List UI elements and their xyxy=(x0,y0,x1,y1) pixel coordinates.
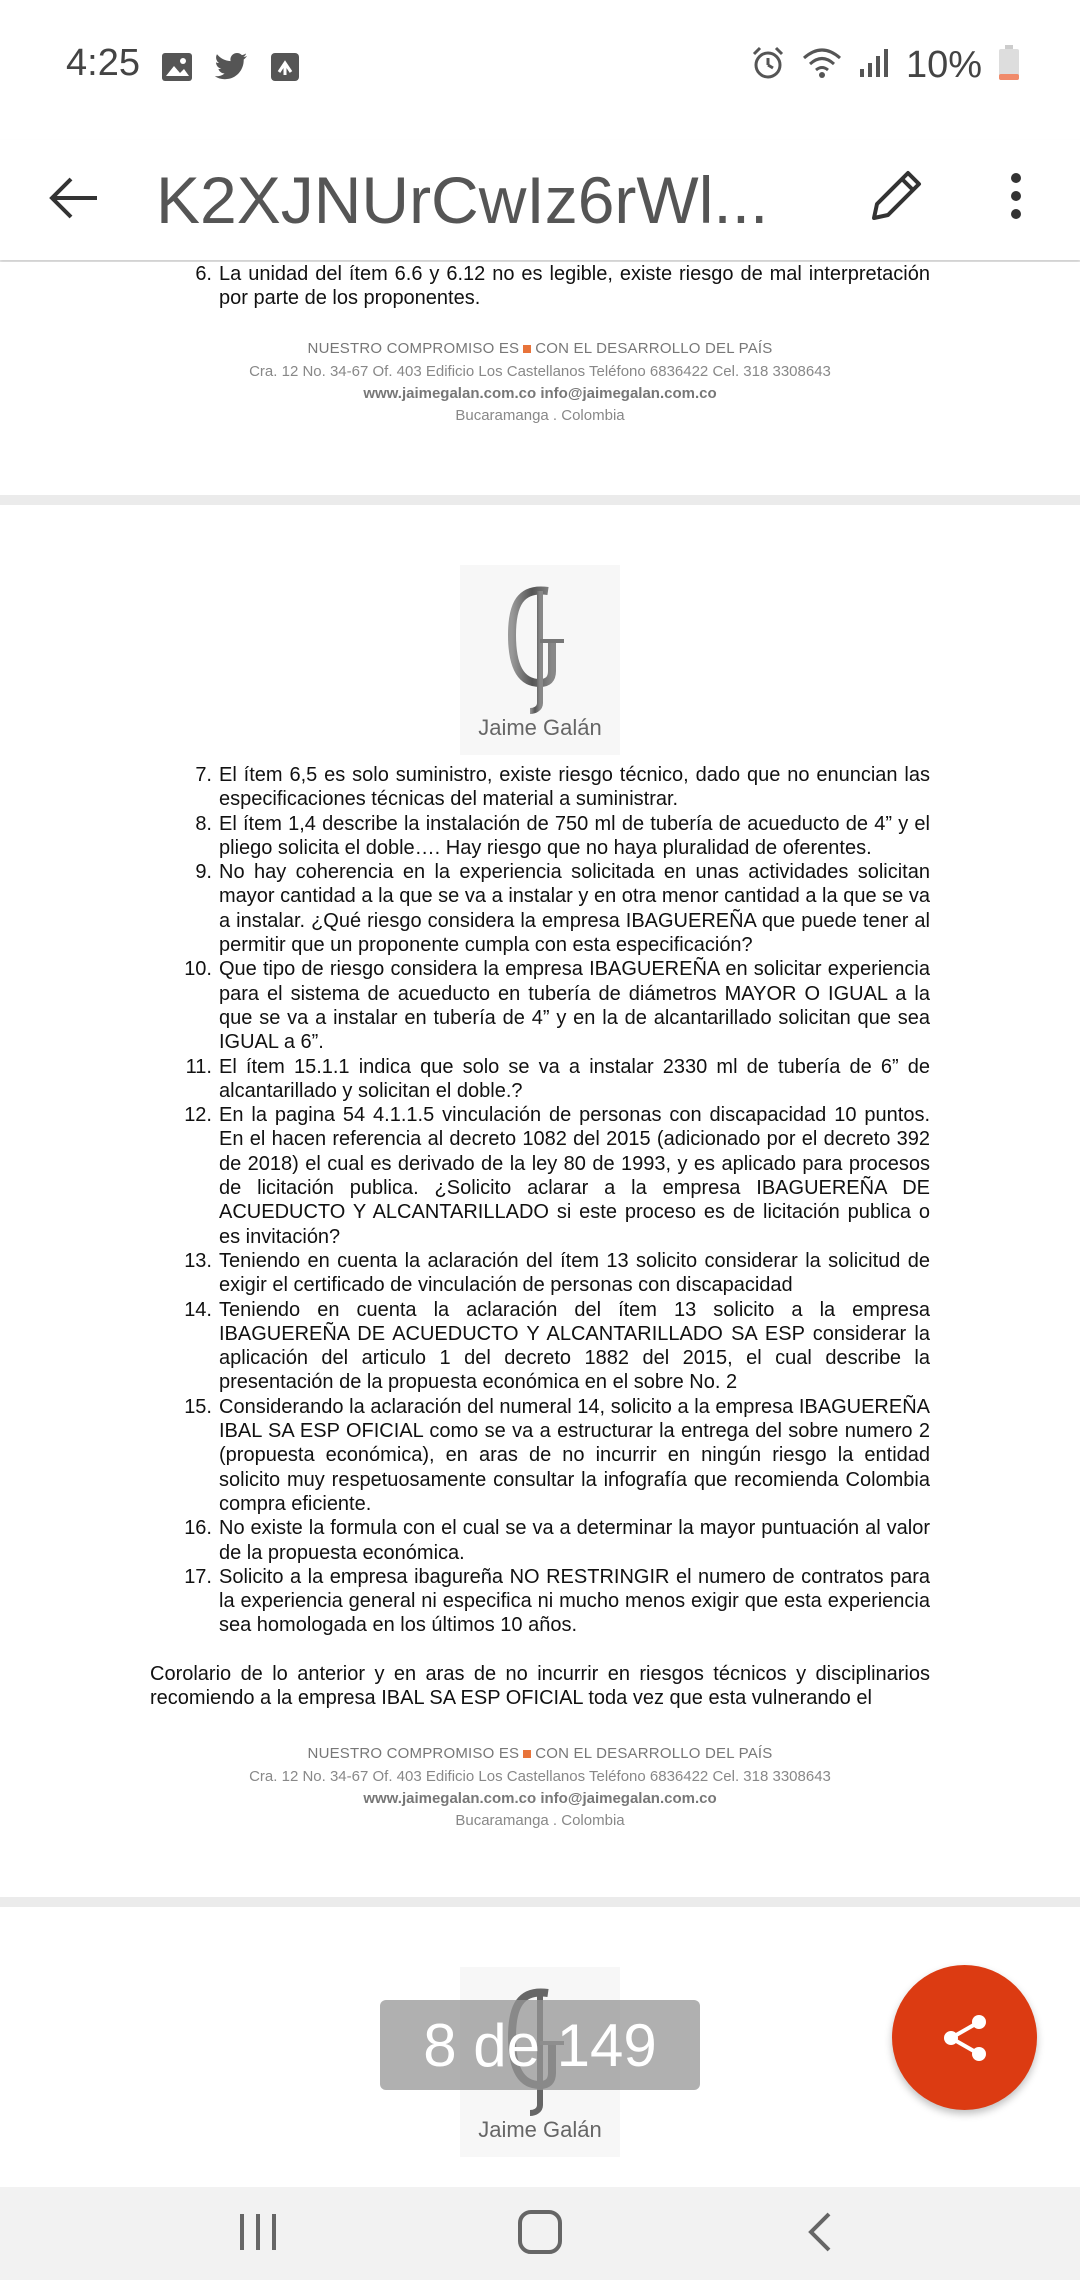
list-item xyxy=(180,1565,930,1638)
footer-slogan-b: CON EL DESARROLLO DEL PAÍS xyxy=(535,340,773,357)
more-vertical-icon xyxy=(1009,172,1023,220)
list-item xyxy=(180,262,930,311)
back-button[interactable] xyxy=(36,160,112,236)
footer-city: Bucaramanga . Colombia xyxy=(455,407,625,424)
battery-icon xyxy=(998,45,1020,86)
list-item xyxy=(180,1055,930,1104)
numbered-list xyxy=(180,763,930,1638)
item-text: Teniendo en cuenta la aclaración del ítem 13 solicito considerar la solicitud de exigir el certificado de vinculación de personas con discapacidad xyxy=(219,1249,930,1297)
list-item xyxy=(180,957,930,1054)
item-number: 9. xyxy=(195,861,212,884)
status-time: 4:25 xyxy=(66,42,140,84)
list-item xyxy=(180,1516,930,1565)
item-text: El ítem 1,4 describe la instalación de 750 ml de tubería de acueducto de 4” y el pliego solicita el doble…. Hay riesgo que no haya pluralidad de oferentes. xyxy=(219,812,930,859)
share-button[interactable] xyxy=(892,1965,1037,2110)
item-text: La unidad del ítem 6.6 y 6.12 no es legible, existe riesgo de mal interpretación por parte de los proponentes. xyxy=(219,263,930,310)
item-number: 14. xyxy=(184,1298,212,1321)
item-number: 17. xyxy=(184,1565,212,1588)
document-page xyxy=(0,262,1080,495)
footer-address: Cra. 12 No. 34-67 Of. 403 Edificio Los Castellanos Teléfono 6836422 Cel. 318 3308643 xyxy=(249,1768,831,1785)
list-item xyxy=(180,860,930,957)
pencil-icon xyxy=(866,166,926,226)
back-chevron-icon xyxy=(805,2210,835,2254)
footer-web: www.jaimegalan.com.co info@jaimegalan.com.co xyxy=(363,385,717,402)
item-number: 6. xyxy=(195,263,212,285)
share-icon xyxy=(937,2010,993,2066)
footer-address: Cra. 12 No. 34-67 Of. 403 Edificio Los Castellanos Teléfono 6836422 Cel. 318 3308643 xyxy=(249,363,831,380)
document-page xyxy=(0,505,1080,1897)
item-text: Considerando la aclaración del numeral 14, solicito a la empresa IBAGUEREÑA IBAL SA ESP OFICIAL como se va a estructurar la entrega del sobre numero 2 (propuesta económica), en aras de no incurrir en ningún riesgo la entidad solicito muy respetuosamente consultar la infografía que recomienda Colombia compra eficiente. xyxy=(219,1395,930,1515)
item-text: Solicito a la empresa ibagureña NO RESTRINGIR el numero de contratos para la experiencia general ni especifica ni mucho menos exigir que esta experiencia sea homologada en los últimos 10 años. xyxy=(219,1565,930,1637)
footer-slogan-a: NUESTRO COMPROMISO ES xyxy=(307,340,520,357)
item-text: Teniendo en cuenta la aclaración del ítem 13 solicito a la empresa IBAGUEREÑA DE ACUEDUCTO Y ALCANTARILLADO SA ESP considerar la aplicación del articulo 1 del decreto 1882 del 2015, el cual describe la presentación de la propuesta económica en el sobre No. 2 xyxy=(219,1298,930,1394)
logo-name: Jaime Galán xyxy=(478,715,602,740)
item-number: 16. xyxy=(184,1517,212,1540)
navigation-bar xyxy=(0,2187,1080,2280)
back-arrow-icon xyxy=(49,176,99,220)
item-number: 15. xyxy=(184,1395,212,1418)
footer-dot xyxy=(523,1750,531,1758)
footer-city: Bucaramanga . Colombia xyxy=(455,1812,625,1829)
edit-button[interactable] xyxy=(856,156,936,236)
company-logo xyxy=(460,565,620,755)
twitter-icon xyxy=(214,50,248,84)
list-item xyxy=(180,1298,930,1395)
back-nav-button[interactable] xyxy=(770,2197,870,2267)
item-text: Que tipo de riesgo considera la empresa IBAGUEREÑA en solicitar experiencia para el sistema de acueducto en tubería de diámetros MAYOR O IGUAL a la que se va a instalar en tubería de 4” y en la de alcantarillado solicitan que sea IGUAL a 6”. xyxy=(219,958,930,1054)
list-item xyxy=(180,1103,930,1249)
list-item xyxy=(180,812,930,861)
more-options-button[interactable] xyxy=(980,156,1052,236)
status-bar xyxy=(0,0,1080,140)
footer-slogan-a: NUESTRO COMPROMISO ES xyxy=(307,1745,520,1762)
logo-mark-icon xyxy=(460,565,620,715)
alarm-icon xyxy=(750,45,786,86)
footer-web: www.jaimegalan.com.co info@jaimegalan.com.co xyxy=(363,1790,717,1807)
item-text: No existe la formula con el cual se va a determinar la mayor puntuación al valor de la propuesta económica. xyxy=(219,1517,930,1564)
item-number: 12. xyxy=(184,1104,212,1127)
download-icon xyxy=(268,50,302,84)
app-bar xyxy=(0,140,1080,260)
document-title: K2XJNUrCwIz6rWl... xyxy=(156,163,769,237)
home-icon xyxy=(517,2209,563,2255)
item-text: No hay coherencia en la experiencia solicitada en unas actividades solicitan mayor cantidad a la que se va a instalar y en otra menor cantidad a la que se va a instalar. ¿Qué riesgo considera la empresa IBAGUEREÑA que puede tener al permitir que un proponente cumpla con esta especificación? xyxy=(219,861,930,957)
recent-apps-button[interactable] xyxy=(208,2197,308,2267)
gallery-icon xyxy=(160,50,194,84)
logo-name: Jaime Galán xyxy=(478,2117,602,2142)
page-indicator: 8 de 149 xyxy=(380,2000,700,2090)
page-footer xyxy=(0,1745,1080,1829)
footer-dot xyxy=(523,345,531,353)
item-number: 13. xyxy=(184,1249,212,1272)
paragraph: Corolario de lo anterior y en aras de no incurrir en riesgos técnicos y disciplinarios recomiendo a la empresa IBAL SA ESP OFICIAL toda vez que esta vulnerando el xyxy=(150,1663,930,1710)
item-number: 10. xyxy=(184,958,212,981)
battery-percent: 10% xyxy=(905,44,982,86)
wifi-icon xyxy=(802,46,842,85)
item-text: En la pagina 54 4.1.1.5 vinculación de personas con discapacidad 10 puntos. En el hacen referencia al decreto 1082 del 2015 (adicionado por el decreto 392 de 2018) el cual es derivado de la ley 80 de 1993, y es aplicado para procesos de licitación publica. ¿Solicito aclarar a la empresa IBAGUEREÑA DE ACUEDUCTO Y ALCANTARILLADO si este proceso es de licitación publica o es invitación? xyxy=(219,1104,930,1248)
item-number: 7. xyxy=(195,764,212,786)
item-text: El ítem 15.1.1 indica que solo se va a instalar 2330 ml de tubería de 6” de alcantarillado y solicitan el doble.? xyxy=(219,1055,930,1102)
signal-icon xyxy=(858,47,890,84)
list-item xyxy=(180,763,930,812)
item-text: El ítem 6,5 es solo suministro, existe riesgo técnico, dado que no enuncian las especificaciones técnicas del material a suministrar. xyxy=(219,764,930,811)
list-item xyxy=(180,1249,930,1298)
page-footer xyxy=(0,340,1080,424)
home-button[interactable] xyxy=(490,2197,590,2267)
item-number: 11. xyxy=(185,1055,212,1078)
list-item xyxy=(180,1395,930,1516)
recent-apps-icon xyxy=(236,2212,280,2252)
item-number: 8. xyxy=(195,812,212,835)
footer-slogan-b: CON EL DESARROLLO DEL PAÍS xyxy=(535,1745,773,1762)
